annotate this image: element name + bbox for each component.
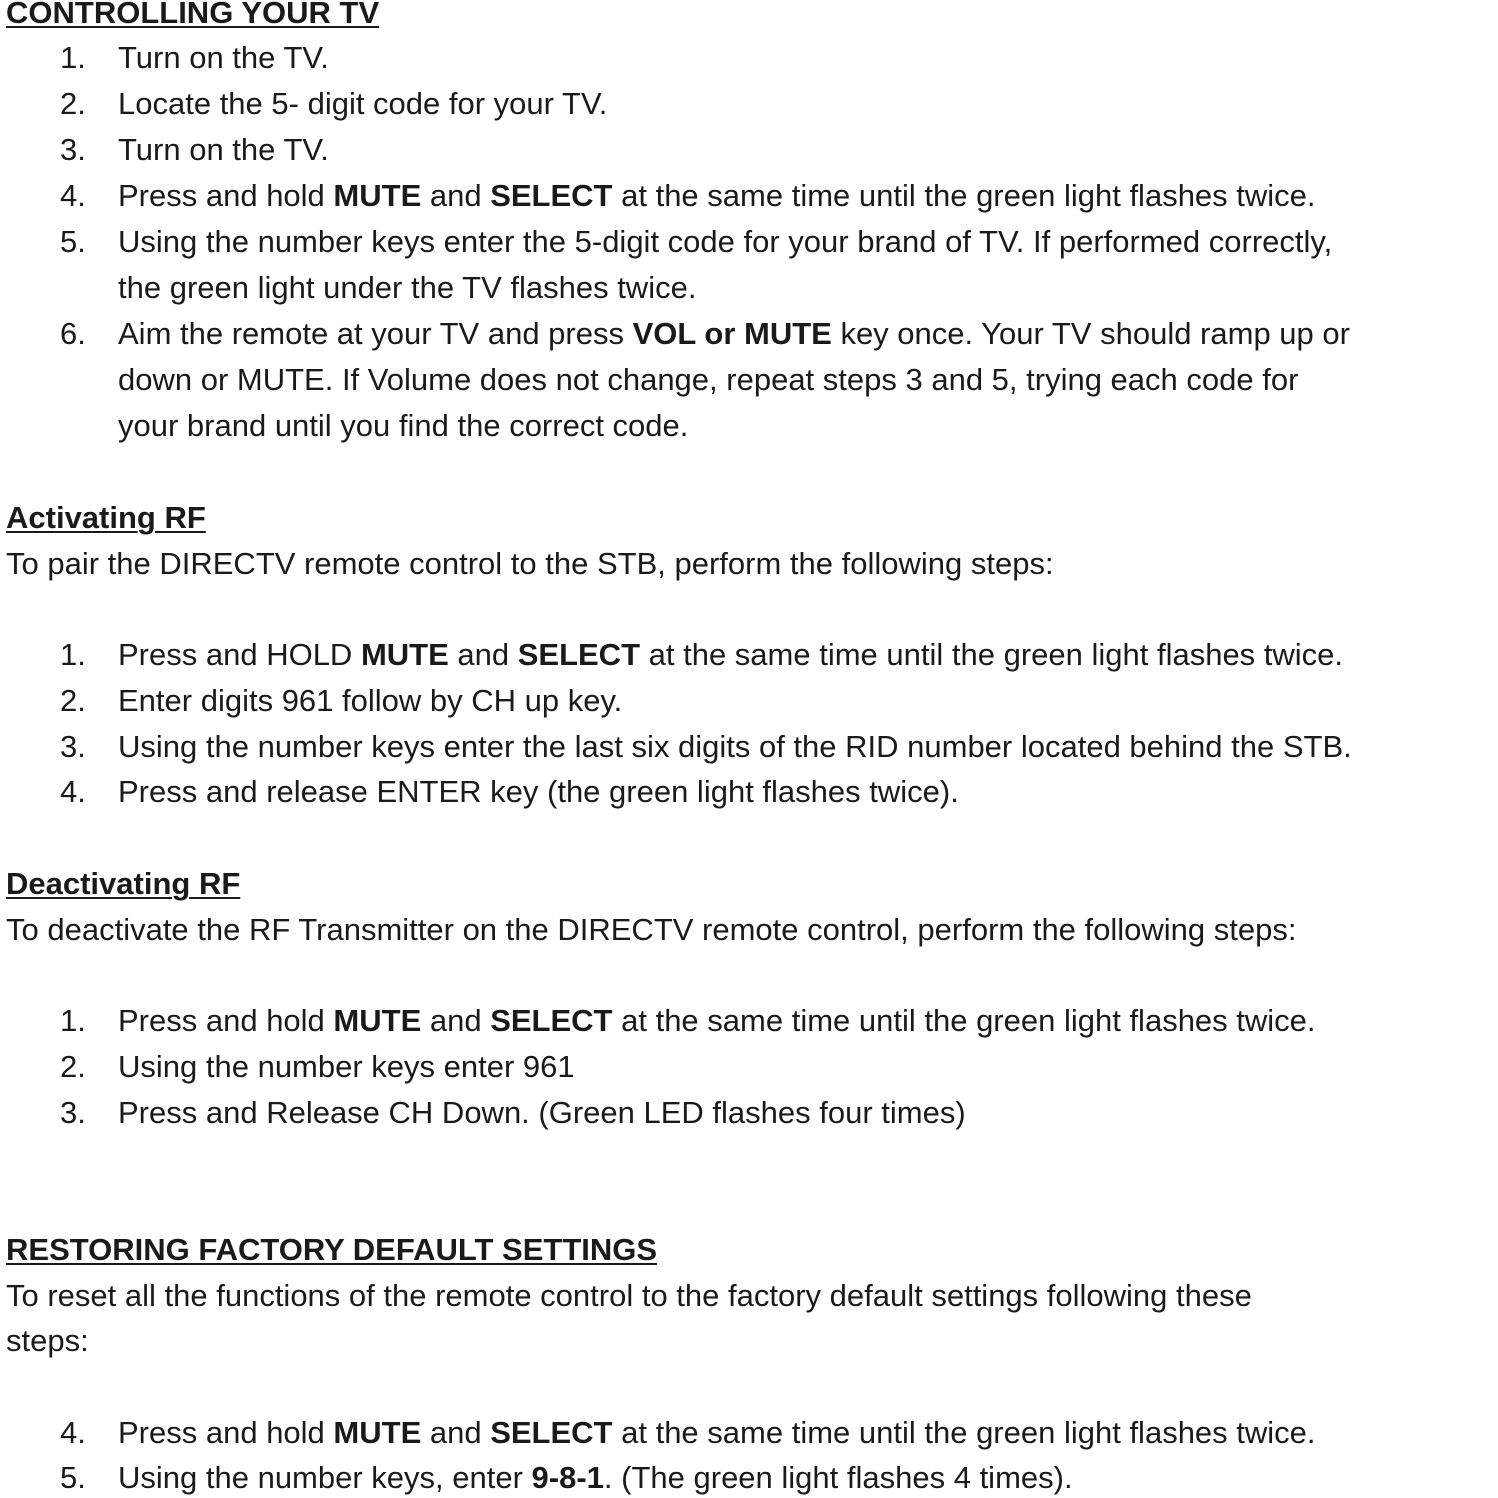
item-text: Using the number keys, enter 9-8-1. (The green light flashes 4 times). <box>118 1460 1073 1495</box>
key-mute: MUTE <box>333 1003 422 1038</box>
item-number: 4. <box>60 178 86 213</box>
section-intro-continuation: steps: <box>6 1323 89 1358</box>
item-text: Using the number keys enter the last six digits of the RID number located behind the STB. <box>118 729 1352 764</box>
key-vol-mute: VOL or MUTE <box>632 316 832 351</box>
item-text: Press and hold MUTE and SELECT at the same time until the green light flashes twice. <box>118 1003 1316 1038</box>
key-select: SELECT <box>490 1415 613 1450</box>
item-number: 6. <box>60 316 86 351</box>
section-intro: To reset all the functions of the remote control to the factory default settings following these <box>6 1278 1252 1313</box>
key-select: SELECT <box>490 1003 613 1038</box>
item-text: Turn on the TV. <box>118 40 329 75</box>
item-number: 4. <box>60 774 86 809</box>
item-text: Using the number keys enter the 5-digit code for your brand of TV. If performed correctly, <box>118 224 1333 259</box>
key-mute: MUTE <box>360 637 449 672</box>
item-number: 1. <box>60 637 86 672</box>
item-number: 5. <box>60 224 86 259</box>
key-mute: MUTE <box>333 1415 422 1450</box>
item-text: Press and release ENTER key (the green light flashes twice). <box>118 774 959 809</box>
item-number: 1. <box>60 1003 86 1038</box>
item-text: Using the number keys enter 961 <box>118 1049 575 1084</box>
item-text: Press and HOLD MUTE and SELECT at the same time until the green light flashes twice. <box>118 637 1344 672</box>
item-number: 1. <box>60 40 86 75</box>
item-number: 2. <box>60 86 86 121</box>
item-continuation: down or MUTE. If Volume does not change, repeat steps 3 and 5, trying each code for <box>118 362 1299 397</box>
item-number: 2. <box>60 683 86 718</box>
section-heading-restoring: RESTORING FACTORY DEFAULT SETTINGS <box>6 1232 658 1267</box>
item-number: 3. <box>60 729 86 764</box>
code-981: 9-8-1 <box>531 1460 604 1495</box>
key-select: SELECT <box>490 178 613 213</box>
item-text: Press and Release CH Down. (Green LED flashes four times) <box>118 1095 966 1130</box>
item-text: Aim the remote at your TV and press VOL or MUTE key once. Your TV should ramp up or <box>118 316 1350 351</box>
item-continuation: your brand until you find the correct code. <box>118 408 689 443</box>
item-text: Turn on the TV. <box>118 132 329 167</box>
item-text: Press and hold MUTE and SELECT at the same time until the green light flashes twice. <box>118 178 1316 213</box>
item-number: 4. <box>60 1415 86 1450</box>
item-number: 2. <box>60 1049 86 1084</box>
item-number: 3. <box>60 132 86 167</box>
item-continuation: the green light under the TV flashes twice. <box>118 270 697 305</box>
section-intro: To pair the DIRECTV remote control to the STB, perform the following steps: <box>6 546 1054 581</box>
section-heading-activating-rf: Activating RF <box>6 500 206 535</box>
key-mute: MUTE <box>333 178 422 213</box>
item-number: 3. <box>60 1095 86 1130</box>
item-text: Enter digits 961 follow by CH up key. <box>118 683 623 718</box>
section-intro: To deactivate the RF Transmitter on the DIRECTV remote control, perform the following steps: <box>6 912 1297 947</box>
section-heading-deactivating-rf: Deactivating RF <box>6 866 241 901</box>
key-select: SELECT <box>517 637 641 672</box>
item-text: Locate the 5- digit code for your TV. <box>118 86 608 121</box>
item-number: 5. <box>60 1460 86 1495</box>
item-text: Press and hold MUTE and SELECT at the same time until the green light flashes twice. <box>118 1415 1316 1450</box>
section-heading-controlling-tv: CONTROLLING YOUR TV <box>6 0 380 30</box>
